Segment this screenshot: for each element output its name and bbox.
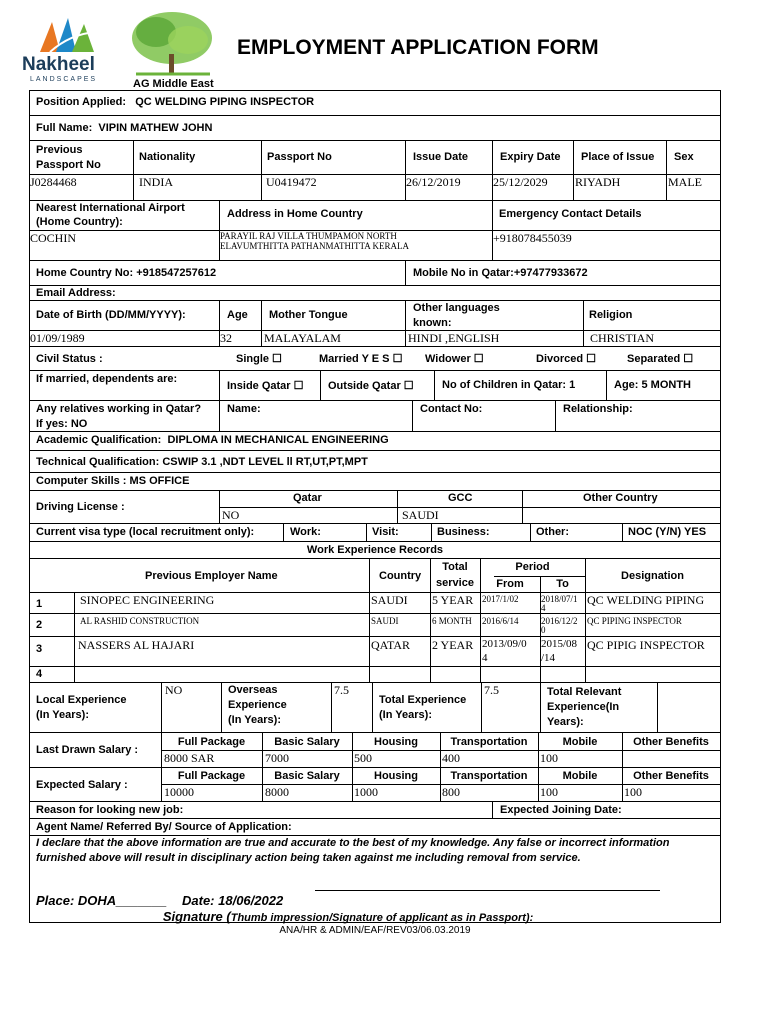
mother-tongue-value[interactable]: MALAYALAM [264, 331, 341, 345]
academic-row [36, 434, 389, 446]
home-phone-label: Home Country No: [36, 267, 134, 279]
airport-label-2: (Home Country): [36, 216, 123, 228]
signature-row [36, 908, 533, 926]
position-row [36, 96, 314, 108]
technical-row [36, 456, 368, 468]
joining-date-label: Expected Joining Date: [500, 804, 622, 816]
last-full-package-header: Full Package [177, 736, 246, 748]
expiry-date-header: Expiry Date [500, 151, 561, 163]
exp-full-package-value[interactable]: 10000 [164, 785, 194, 799]
civil-divorced-checkbox[interactable]: Divorced ☐ [536, 353, 596, 365]
employer-header: Previous Employer Name [145, 570, 278, 582]
prev-passport-header-1: Previous [36, 144, 83, 156]
last-basic-value[interactable]: 7000 [265, 751, 289, 765]
work-row-1-total[interactable]: 5 YEAR [432, 593, 474, 607]
last-housing-value[interactable]: 500 [354, 751, 372, 765]
relevant-exp-label-2: Experience(In [547, 701, 620, 713]
visa-work[interactable]: Work: [290, 526, 321, 538]
last-mobile-header: Mobile [562, 736, 598, 748]
last-full-package-value[interactable]: 8000 SAR [164, 751, 215, 765]
local-exp-value[interactable]: NO [165, 683, 183, 697]
work-row-1-number: 1 [36, 598, 43, 610]
exp-other-value[interactable]: 100 [624, 785, 642, 799]
overseas-exp-label-1: Overseas [228, 684, 278, 696]
exp-basic-header: Basic Salary [274, 770, 340, 782]
relative-name-label: Name: [227, 403, 261, 415]
mobile-row [413, 267, 588, 279]
to-header: To [556, 578, 569, 590]
sex-value[interactable]: MALE [668, 175, 702, 189]
place-of-issue-header: Place of Issue [581, 151, 655, 163]
home-phone-row [36, 267, 216, 279]
issue-date-header: Issue Date [413, 151, 469, 163]
technical-value[interactable]: CSWIP 3.1 ,NDT LEVEL ll RT,UT,PT,MPT [162, 456, 368, 468]
inside-qatar-checkbox[interactable]: Inside Qatar ☐ [227, 380, 304, 392]
from-header: From [496, 578, 524, 590]
designation-header: Designation [621, 570, 684, 582]
declaration-line-2: furnished above will result in disciplinary action being taken against me including removal from service. [36, 852, 581, 864]
age-label: Age [227, 309, 248, 321]
exp-other-header: Other Benefits [633, 770, 709, 782]
last-salary-label: Last Drawn Salary : [36, 744, 139, 756]
work-row-1-employer[interactable]: SINOPEC ENGINEERING [80, 593, 215, 607]
religion-label: Religion [589, 309, 633, 321]
issue-date-value[interactable]: 26/12/2019 [406, 175, 461, 189]
place-of-issue-value[interactable]: RIYADH [575, 175, 621, 189]
work-row-2-employer[interactable]: AL RASHID CONSTRUCTION [80, 616, 200, 626]
work-row-3-from-wrap: 4 [482, 652, 488, 664]
relatives-label-2: If yes: NO [36, 418, 88, 430]
overseas-exp-label-3: (In Years): [228, 714, 281, 726]
exp-housing-value[interactable]: 1000 [354, 785, 378, 799]
exp-mobile-value[interactable]: 100 [540, 785, 558, 799]
exp-housing-header: Housing [374, 770, 418, 782]
work-row-3-designation[interactable]: QC PIPIG INSPECTOR [587, 638, 705, 652]
local-exp-label-1: Local Experience [36, 694, 127, 706]
passport-no-value[interactable]: U0419472 [266, 175, 317, 189]
work-row-1-designation[interactable]: QC WELDING PIPING [587, 593, 705, 607]
relevant-exp-label-1: Total Relevant [547, 686, 622, 698]
work-row-1-to-wrap: 4 [541, 603, 546, 613]
total-exp-label-2: (In Years): [379, 709, 432, 721]
work-row-3-from[interactable]: 2013/09/0 [482, 638, 527, 650]
visa-label: Current visa type (local recruitment only): [36, 526, 255, 538]
civil-status-label: Civil Status : [36, 353, 103, 365]
tree-logo [126, 10, 216, 80]
work-row-2-number: 2 [36, 619, 43, 631]
other-languages-label-1: Other languages [413, 302, 500, 314]
age-value[interactable]: 32 [220, 331, 232, 345]
partner-name: AG Middle East [133, 78, 214, 90]
work-row-2-total[interactable]: 6 MONTH [432, 616, 472, 626]
position-label: Position Applied: [36, 96, 127, 108]
address-line-1[interactable]: PARAYIL RAJ VILLA THUMPAMON NORTH [220, 231, 397, 241]
work-row-1-from[interactable]: 2017/1/02 [482, 594, 519, 604]
home-phone-value[interactable]: +918547257612 [136, 267, 217, 279]
sex-header: Sex [674, 151, 694, 163]
exp-full-package-header: Full Package [177, 770, 246, 782]
airport-value[interactable]: COCHIN [30, 231, 77, 245]
relative-relationship-label: Relationship: [563, 403, 633, 415]
agent-label: Agent Name/ Referred By/ Source of Application: [36, 821, 292, 833]
computer-row [36, 475, 189, 487]
total-exp-value[interactable]: 7.5 [484, 683, 499, 697]
emergency-label: Emergency Contact Details [499, 208, 642, 220]
driving-gcc-value[interactable]: SAUDI [402, 508, 439, 522]
technical-label: Technical Qualification: [36, 456, 160, 468]
computer-value[interactable]: MS OFFICE [129, 475, 190, 487]
work-row-3-country[interactable]: QATAR [371, 638, 411, 652]
last-transport-value[interactable]: 400 [442, 751, 460, 765]
work-row-4-number: 4 [36, 668, 43, 680]
work-row-2-to[interactable]: 2016/12/2 [541, 616, 578, 626]
last-housing-header: Housing [374, 736, 418, 748]
company-sub: LANDSCAPES [30, 76, 98, 83]
visa-visit[interactable]: Visit: [372, 526, 399, 538]
exp-basic-value[interactable]: 8000 [265, 785, 289, 799]
reason-label: Reason for looking new job: [36, 804, 184, 816]
work-row-3-total[interactable]: 2 YEAR [432, 638, 474, 652]
exp-transport-value[interactable]: 800 [442, 785, 460, 799]
full-name-row [36, 122, 212, 134]
passport-no-header: Passport No [267, 151, 332, 163]
dob-value[interactable]: 01/09/1989 [30, 331, 85, 345]
driving-gcc-label: GCC [448, 492, 473, 504]
airport-label-1: Nearest International Airport [36, 202, 185, 214]
last-transport-header: Transportation [450, 736, 528, 748]
country-header: Country [379, 570, 422, 582]
civil-married-checkbox[interactable]: Married Y E S ☐ [319, 353, 403, 365]
other-languages-label-2: known: [413, 317, 452, 329]
footer-code: ANA/HR & ADMIN/EAF/REV03/06.03.2019 [279, 925, 471, 936]
signature-blank[interactable]: ___________________ [36, 910, 163, 924]
work-row-2-country[interactable]: SAUDI [371, 616, 399, 626]
visa-other[interactable]: Other: [536, 526, 569, 538]
work-row-3-to-wrap: /14 [541, 652, 556, 664]
expected-salary-label: Expected Salary : [36, 779, 128, 791]
civil-single-checkbox[interactable]: Single ☐ [236, 353, 282, 365]
work-row-2-to-wrap: 0 [541, 625, 546, 635]
signature-label: Signature ( [162, 909, 231, 924]
work-row-1-to[interactable]: 2018/07/1 [541, 594, 578, 604]
visa-business[interactable]: Business: [437, 526, 490, 538]
total-service-header-1: Total [442, 561, 468, 573]
visa-noc[interactable]: NOC (Y/N) YES [628, 526, 707, 538]
local-exp-label-2: (In Years): [36, 709, 89, 721]
last-other-header: Other Benefits [633, 736, 709, 748]
emergency-value[interactable]: +918078455039 [493, 231, 572, 245]
outside-qatar-checkbox[interactable]: Outside Qatar ☐ [328, 380, 414, 392]
expiry-date-value[interactable]: 25/12/2029 [493, 175, 548, 189]
computer-label: Computer Skills : [36, 475, 127, 487]
nationality-value[interactable]: INDIA [139, 175, 173, 189]
work-row-3-employer[interactable]: NASSERS AL HAJARI [78, 638, 195, 652]
exp-transport-header: Transportation [450, 770, 528, 782]
prev-passport-header-2: Passport No [36, 159, 101, 171]
nakheel-logo [22, 14, 112, 88]
religion-value[interactable]: CHRISTIAN [590, 331, 655, 345]
academic-value[interactable]: DIPLOMA IN MECHANICAL ENGINEERING [167, 434, 389, 446]
work-row-1-country[interactable]: SAUDI [371, 593, 408, 607]
children-age[interactable]: Age: 5 MONTH [614, 379, 691, 391]
position-value[interactable]: QC WELDING PIPING INSPECTOR [135, 96, 315, 108]
dependents-label: If married, dependents are: [36, 373, 178, 385]
overseas-exp-value[interactable]: 7.5 [334, 683, 349, 697]
work-row-3-to[interactable]: 2015/08 [541, 638, 578, 650]
total-exp-label-1: Total Experience [379, 694, 467, 706]
driving-other-label: Other Country [583, 492, 658, 504]
full-name-label: Full Name: [36, 122, 93, 134]
work-row-3-number: 3 [36, 643, 43, 655]
last-mobile-value[interactable]: 100 [540, 751, 558, 765]
driving-qatar-value[interactable]: NO [222, 508, 240, 522]
academic-label: Academic Qualification: [36, 434, 162, 446]
declaration-date[interactable]: Date: 18/06/2022 [182, 893, 284, 908]
declaration-line-1: I declare that the above information are true and accurate to the best of my knowledge. Any false or incorrect information [36, 837, 670, 849]
other-languages-value[interactable]: HINDI ,ENGLISH [408, 331, 500, 345]
work-row-2-designation[interactable]: QC PIPING INSPECTOR [587, 616, 682, 626]
full-name-value[interactable]: VIPIN MATHEW JOHN [98, 122, 213, 134]
driving-label: Driving License : [36, 501, 125, 513]
mother-tongue-label: Mother Tongue [269, 309, 348, 321]
overseas-exp-label-2: Experience [228, 699, 287, 711]
exp-mobile-header: Mobile [562, 770, 598, 782]
signature-note: Thumb impression/Signature of applicant as in Passport): [230, 912, 534, 924]
address-label: Address in Home Country [227, 208, 363, 220]
relative-contact-label: Contact No: [420, 403, 483, 415]
prev-passport-value[interactable]: J0284468 [30, 175, 77, 189]
relatives-label-1: Any relatives working in Qatar? [36, 403, 202, 415]
work-row-2-from[interactable]: 2016/6/14 [482, 616, 519, 626]
civil-widower-checkbox[interactable]: Widower ☐ [425, 353, 484, 365]
email-label: Email Address: [36, 287, 116, 299]
last-basic-header: Basic Salary [274, 736, 340, 748]
address-line-2[interactable]: ELAVUMTHITTA PATHANMATHITTA KERALA [220, 241, 410, 251]
civil-separated-checkbox[interactable]: Separated ☐ [627, 353, 694, 365]
total-service-header-2: service [436, 577, 474, 589]
form-title: EMPLOYMENT APPLICATION FORM [237, 36, 599, 59]
company-name: Nakheel [22, 54, 95, 75]
nationality-header: Nationality [139, 151, 196, 163]
children-count[interactable]: No of Children in Qatar: 1 [442, 379, 576, 391]
period-header: Period [515, 561, 550, 573]
mobile-value[interactable]: +97477933672 [513, 267, 588, 279]
work-section-title: Work Experience Records [306, 544, 444, 556]
declaration-place[interactable]: Place: DOHA_______ [36, 893, 167, 908]
relevant-exp-label-3: Years): [547, 716, 584, 728]
dob-label: Date of Birth (DD/MM/YYYY): [36, 309, 186, 321]
mobile-label: Mobile No in Qatar: [413, 267, 514, 279]
driving-qatar-label: Qatar [293, 492, 322, 504]
